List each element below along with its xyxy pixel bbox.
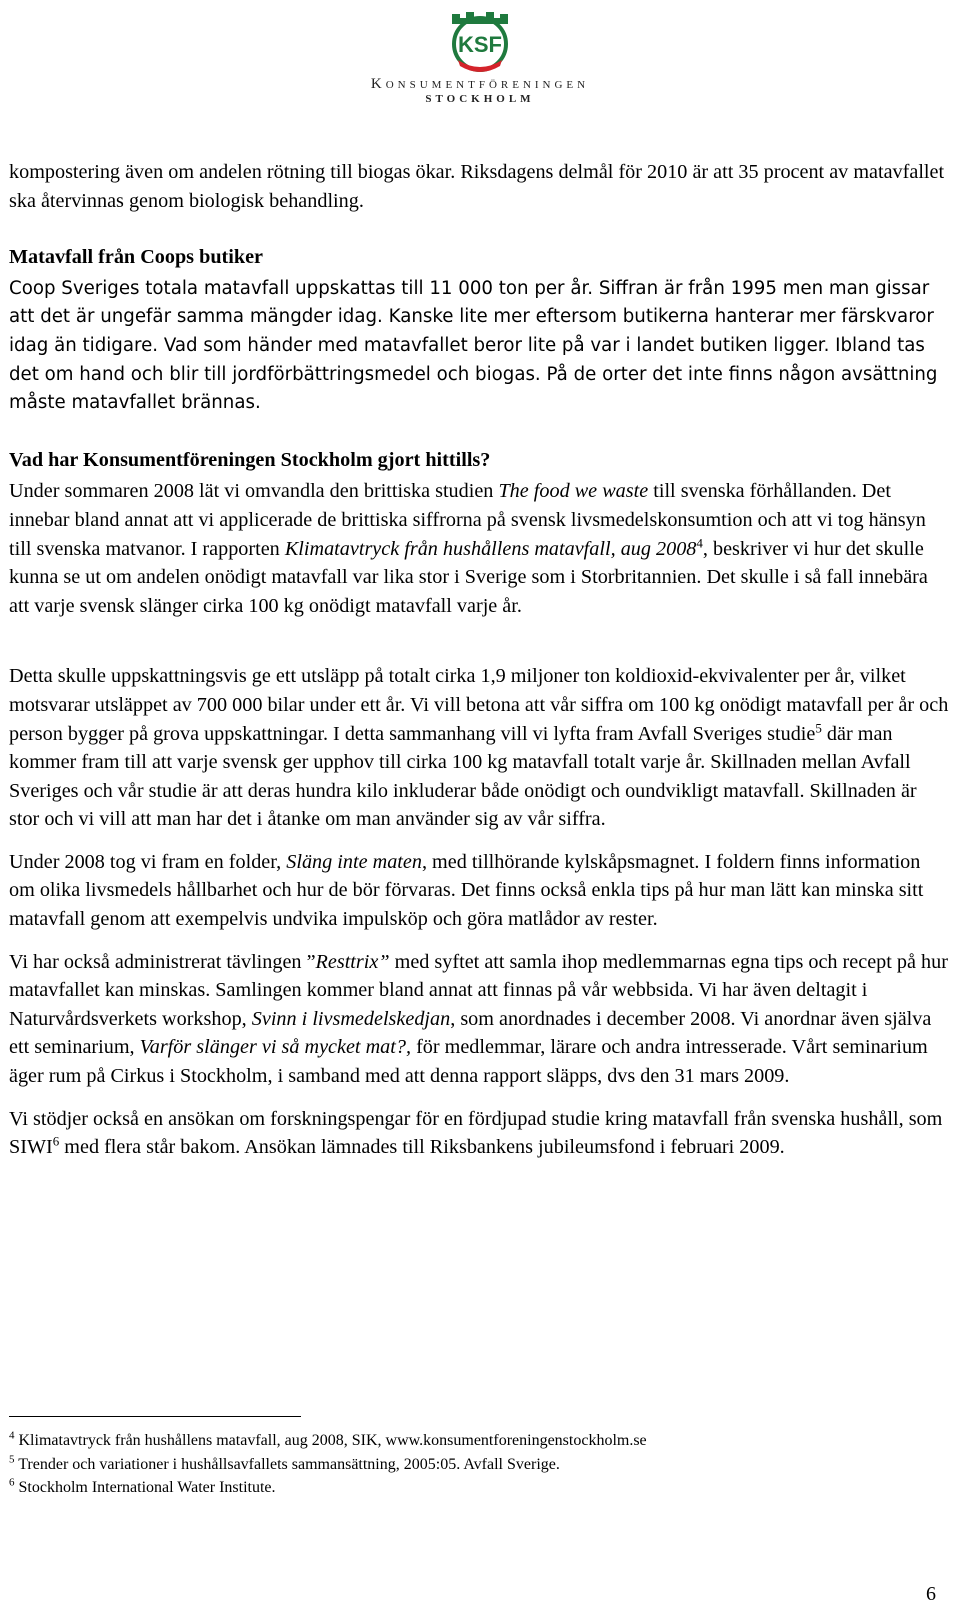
p6-title-resttrix: Resttrix” bbox=[315, 950, 390, 973]
footnote-number: 4 bbox=[9, 1429, 15, 1442]
p3-title-food-we-waste: The food we waste bbox=[498, 480, 649, 503]
paragraph-6 bbox=[9, 948, 949, 1091]
heading-coop: Matavfall från Coops butiker bbox=[9, 246, 264, 269]
footnote-item bbox=[9, 1453, 949, 1477]
p4-text-a: Detta skulle uppskattningsvis ge ett utsläpp på totalt cirka 1,9 miljoner ton koldioxid-ekvivalenter per år, vilket motsvarar utsläppet av 700 000 bilar under ett år. Vi vill betona att vår siffra om 100 kg onödigt matavfall per år och person bygger på grova uppskattningar. I detta sammanhang vill vi lyfta fram Avfall Sveriges studie bbox=[9, 665, 949, 745]
p5-text-a: Under 2008 tog vi fram en folder, bbox=[9, 850, 287, 873]
header-logo bbox=[0, 0, 960, 105]
paragraph-2: Coop Sveriges totala matavfall uppskattas till 11 000 ton per år. Siffran är från 1995 men man gissar att det är ungefär samma mängder idag. Kanske lite mer eftersom butikerna hanterar mer färskvaror idag än tidigare. Vad som händer med matavfallet beror lite på var i landet butiken ligger. Ibland tas det om hand och blir till jordförbättringsmedel och biogas. På de orter det inte finns någon avsättning måste matavfallet brännas. bbox=[9, 277, 938, 414]
page-number: 6 bbox=[926, 1583, 936, 1605]
p3-title-klimatavtryck: Klimatavtryck från hushållens matavfall, aug 2008 bbox=[284, 537, 697, 560]
p7-text-b: med flera står bakom. Ansökan lämnades till Riksbankens jubileumsfond i februari 2009. bbox=[59, 1136, 785, 1159]
heading-ksf: Vad har Konsumentföreningen Stockholm gjort hittills? bbox=[9, 448, 491, 471]
footnote-text: Trender och variationer i hushållsavfallets sammansättning, 2005:05. Avfall Sverige. bbox=[14, 1455, 560, 1473]
logo-name: Konsumentföreningen bbox=[370, 76, 590, 92]
p3-text-c: , beskriver vi hur det skulle kunna se ut om andelen onödigt matavfall var lika stor i Sverige som i Storbritannien. Det skulle i så fall innebära att varje svensk slänger cirka 100 kg onödigt matavfall varje år. bbox=[9, 537, 928, 617]
footnote-text: Klimatavtryck från hushållens matavfall, aug 2008, SIK, www.konsumentforeningenstockholm.se bbox=[14, 1432, 647, 1449]
footnote-number: 6 bbox=[9, 1476, 15, 1489]
ksf-emblem bbox=[444, 0, 516, 74]
footnote-ref-6: 6 bbox=[52, 1133, 60, 1149]
paragraph-5 bbox=[9, 848, 949, 934]
paragraph-3 bbox=[9, 477, 949, 620]
footnote-ref-4: 4 bbox=[696, 534, 703, 550]
document-body bbox=[9, 158, 949, 1162]
footnote-divider bbox=[9, 1416, 301, 1417]
paragraph-1: kompostering även om andelen rötning till biogas ökar. Riksdagens delmål för 2010 är att 35 procent av matavfallet ska återvinnas genom biologisk behandling. bbox=[9, 161, 945, 212]
p6-text-c: , som anordnades i december 2008. Vi anordnar även själva ett seminarium, bbox=[9, 1007, 932, 1059]
p6-title-svinn: Svinn i livsmedelskedjan bbox=[251, 1007, 451, 1030]
p4-text-b: där man kommer fram till att varje svensk ger upphov till cirka 100 kg matavfall totalt varje år. Skillnaden mellan Avfall Sveriges och vår studie är att deras hundra kilo inkluderar både onödigt och oundvikligt matavfall. Skillnaden är stor och vi vill att man har det i åtanke om man använder sig av vår siffra. bbox=[9, 722, 917, 831]
footnotes bbox=[9, 1416, 949, 1500]
p3-text-a: Under sommaren 2008 lät vi omvandla den brittiska studien bbox=[9, 480, 499, 503]
p6-text-a: Vi har också administrerat tävlingen ” bbox=[9, 950, 316, 973]
p3-text-b: till svenska förhållanden. Det innebar bland annat att vi applicerade de brittiska siffrorna på svensk livsmedelskonsumtion och att vi tog hänsyn till svenska matvanor. I rapporten bbox=[9, 480, 926, 560]
p7-text-a: Vi stödjer också en ansökan om forskningspengar för en fördjupad studie kring matavfall från svenska hushåll, som SIWI bbox=[9, 1107, 943, 1159]
svg-text:KSF: KSF bbox=[458, 32, 502, 57]
logo-city: STOCKHOLM bbox=[425, 93, 535, 105]
footnote-item bbox=[9, 1429, 949, 1453]
p6-text-b: med syftet att samla ihop medlemmarnas egna tips och recept på hur matavfallet kan minskas. Samlingen kommer bland annat att finnas på vår webbsida. Vi har även deltagit i Naturvårdsverkets workshop, bbox=[9, 950, 948, 1030]
p6-title-seminarium: Varför slänger vi så mycket mat?, bbox=[139, 1036, 412, 1059]
p5-title-slang-inte-maten: Släng inte maten bbox=[286, 850, 422, 873]
p6-text-d: för medlemmar, lärare och andra intresserade. Vårt seminarium äger rum på Cirkus i Stockholm, i samband med att denna rapport släpps, dvs den 31 mars 2009. bbox=[9, 1036, 928, 1088]
p5-text-b: , med tillhörande kylskåpsmagnet. I foldern finns information om olika livsmedels hållbarhet och hur de bör förvaras. Det finns också enkla tips på hur man lätt kan minska sitt matavfall genom att exempelvis undvika impulsköp och göra matlådor av rester. bbox=[9, 850, 924, 931]
footnote-text: Stockholm International Water Institute. bbox=[14, 1479, 276, 1496]
footnote-ref-5: 5 bbox=[815, 719, 822, 735]
paragraph-4 bbox=[9, 662, 949, 834]
footnote-number: 5 bbox=[9, 1453, 15, 1466]
footnote-item bbox=[9, 1476, 949, 1500]
paragraph-7 bbox=[9, 1105, 949, 1162]
